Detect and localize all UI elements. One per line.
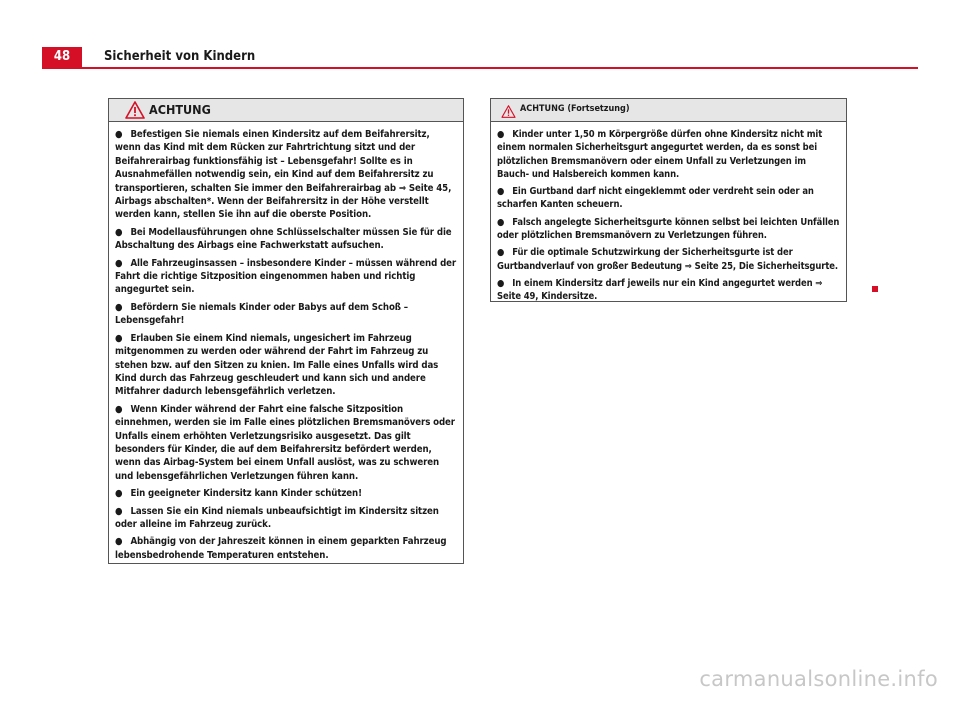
list-item — [497, 216, 840, 243]
bullet-icon: ● — [497, 129, 505, 140]
list-item-text: Bei Modellausführungen ohne Schlüsselschalter müssen Sie für die Abschaltung des Airbags eine Fachwerkstatt aufsuchen. — [115, 226, 452, 252]
warning-box-left — [108, 98, 464, 564]
bullet-icon: ● — [115, 301, 123, 313]
list-item — [115, 332, 457, 399]
list-item — [497, 277, 840, 304]
list-item-text: Für die optimale Schutzwirkung der Sicherheitsgurte ist der Gurtbandverlauf von großer Bedeutung ⇒ Seite 25, Die Sicherheitsgurte. — [497, 247, 838, 272]
warning-triangle-icon — [501, 103, 516, 122]
list-item-text: Ein geeigneter Kindersitz kann Kinder schützen! — [130, 488, 362, 500]
list-item — [497, 128, 840, 181]
list-item — [497, 185, 840, 212]
list-item-text: Falsch angelegte Sicherheitsgurte können selbst bei leichten Unfällen oder plötzlichen Bremsmanövern zu Verletzungen führen. — [497, 216, 840, 242]
page-number: 48 — [42, 47, 82, 67]
warning-triangle-icon — [125, 101, 145, 123]
list-item — [115, 226, 457, 253]
list-item — [115, 257, 457, 297]
list-item-text: Befördern Sie niemals Kinder oder Babys auf dem Schoß – Lebensgefahr! — [115, 301, 409, 327]
list-item — [115, 487, 457, 500]
bullet-icon: ● — [115, 403, 123, 415]
bullet-icon: ● — [115, 257, 123, 269]
page-header — [42, 47, 918, 69]
list-item-text: Alle Fahrzeuginsassen – insbesondere Kinder – müssen während der Fahrt die richtige Sitzposition eingenommen haben und richtig angegurtet sein. — [115, 257, 457, 296]
bullet-icon: ● — [497, 186, 505, 198]
list-item-text: Wenn Kinder während der Fahrt eine falsche Sitzposition einnehmen, werden sie im Falle eines plötzlichen Bremsmanövers oder Unfalls einem erhöhten Verletzungsrisiko ausgesetzt. Das gilt besonders für Kinder, die auf dem Beifahrersitz befördert werden, wenn das Airbag-System bei einem Unfall auslöst, was zu schweren und lebensgefährlichen Verletzungen führen kann. — [115, 403, 455, 482]
warning-list — [491, 122, 846, 304]
section-end-marker — [872, 286, 878, 292]
warning-box-title: ACHTUNG — [149, 102, 211, 117]
bullet-icon: ● — [497, 216, 505, 228]
list-item-text: Erlauben Sie einem Kind niemals, ungesichert im Fahrzeug mitgenommen zu werden oder während der Fahrt im Fahrzeug zu stehen bzw. auf den Sitzen zu knien. Im Falle eines Unfalls wird das Kind durch das Fahrzeug geschleudert und kann sich und andere Mitfahrer dadurch lebensgefährlich verletzen. — [115, 332, 439, 398]
warning-box-header — [109, 99, 463, 122]
list-item — [115, 535, 457, 562]
bullet-icon: ● — [115, 536, 123, 548]
list-item-text: Abhängig von der Jahreszeit können in einem geparkten Fahrzeug lebensbedrohende Temperaturen entstehen. — [115, 536, 447, 561]
warning-list — [109, 122, 463, 562]
bullet-icon: ● — [115, 488, 123, 500]
watermark: carmanualsonline.info — [699, 667, 938, 691]
list-item — [115, 128, 457, 222]
page-title: Sicherheit von Kindern — [104, 49, 256, 64]
list-item-text: Befestigen Sie niemals einen Kindersitz auf dem Beifahrersitz, wenn das Kind mit dem Rücken zur Fahrtrichtung sitzt und der Beifahrerairbag funktionsfähig ist – Lebensgefahr! Sollte es in Ausnahmefällen notwendig sein, ein Kind auf dem Beifahrersitz zu transportieren, schalten Sie immer den Beifahrerairbag ab ⇒ Seite 45, Airbags abschalten*. Wenn der Beifahrersitz in der Höhe verstellt werden kann, stellen Sie ihn auf die oberste Position. — [115, 129, 452, 221]
list-item — [115, 301, 457, 328]
list-item-text: In einem Kindersitz darf jeweils nur ein Kind angegurtet werden ⇒ Seite 49, Kindersitze. — [497, 277, 823, 303]
bullet-icon: ● — [497, 247, 505, 259]
bullet-icon: ● — [497, 277, 505, 289]
bullet-icon: ● — [115, 332, 123, 344]
list-item-text: Ein Gurtband darf nicht eingeklemmt oder verdreht sein oder an scharfen Kanten scheuern. — [497, 186, 814, 211]
list-item — [115, 403, 457, 483]
list-item-text: Lassen Sie ein Kind niemals unbeaufsichtigt im Kindersitz sitzen oder alleine im Fahrzeug zurück. — [115, 505, 439, 530]
bullet-icon: ● — [115, 129, 123, 140]
warning-box-right — [490, 98, 847, 302]
list-item — [115, 505, 457, 532]
warning-box-title: ACHTUNG (Fortsetzung) — [520, 104, 630, 114]
warning-box-header — [491, 99, 846, 122]
list-item-text: Kinder unter 1,50 m Körpergröße dürfen ohne Kindersitz nicht mit einem normalen Sicherheitsgurt angegurtet werden, da es sonst bei plötzlichen Bremsmanövern oder einem Unfall zu Verletzungen im Bauch- und Halsbereich kommen kann. — [497, 129, 823, 180]
list-item — [497, 246, 840, 273]
bullet-icon: ● — [115, 226, 123, 238]
bullet-icon: ● — [115, 505, 123, 517]
